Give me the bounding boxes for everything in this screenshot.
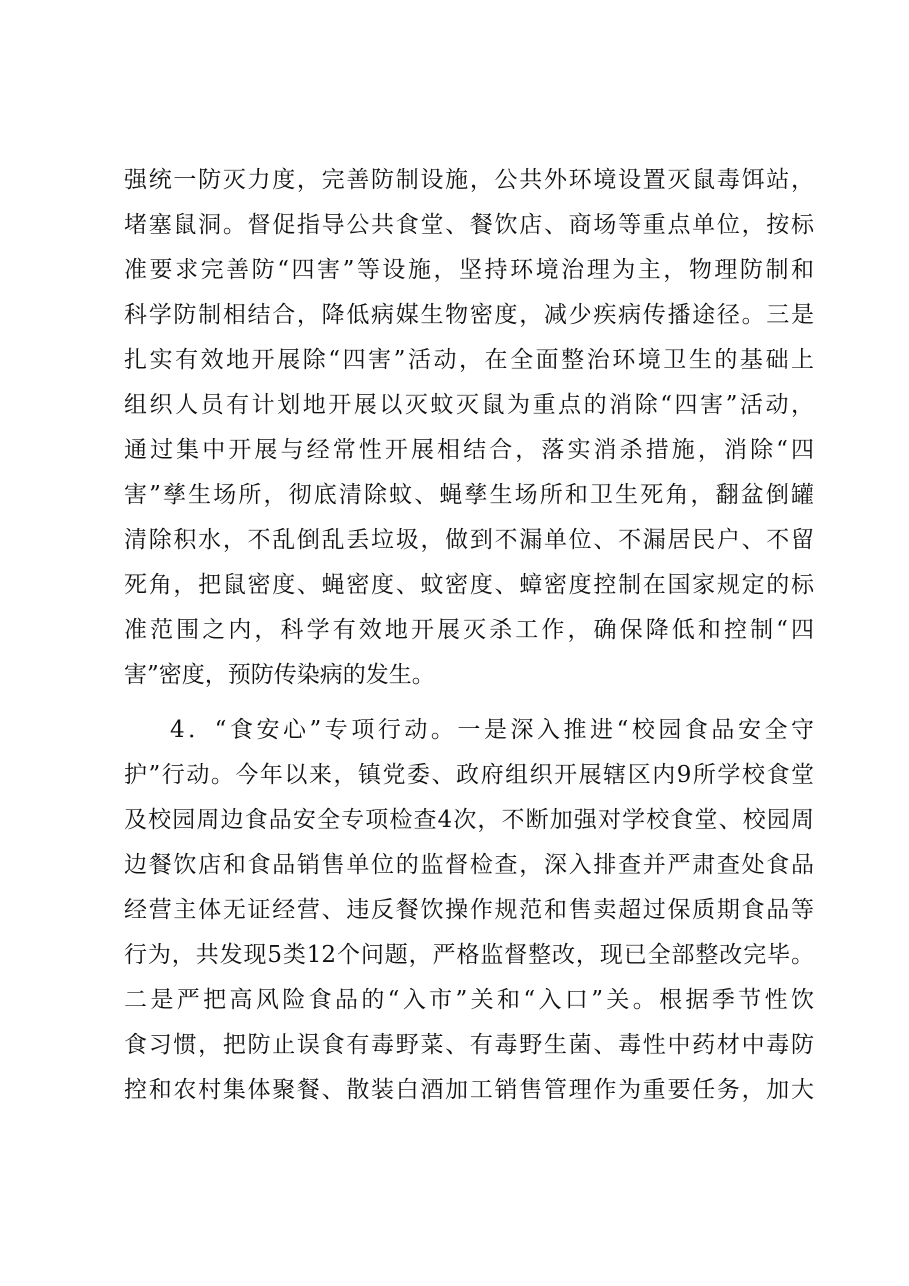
text-line: 护”行动。今年以来，镇党委、政府组织开展辖区内9所学校食堂	[124, 762, 814, 788]
text-line: 强统一防灭力度，完善防制设施，公共外环境设置灭鼠毒饵站，	[124, 167, 814, 193]
text-line: 扎实有效地开展除“四害”活动，在全面整治环境卫生的基础上	[124, 347, 814, 373]
paragraph-last-line: 害”密度，预防传染病的发生。	[124, 662, 435, 688]
text-line: 控和农村集体聚餐、散装白酒加工销售管理作为重要任务，加大	[124, 1077, 814, 1103]
text-line: 组织人员有计划地开展以灭蚊灭鼠为重点的消除“四害”活动，	[124, 392, 814, 418]
text-line: 害”孳生场所，彻底清除蚊、蝇孳生场所和卫生死角，翻盆倒罐	[124, 482, 814, 508]
text-line: 边餐饮店和食品销售单位的监督检查，深入排查并严肃查处食品	[124, 852, 814, 878]
text-line: 食习惯，把防止误食有毒野菜、有毒野生菌、毒性中药材中毒防	[124, 1032, 814, 1058]
text-line: 准要求完善防“四害”等设施，坚持环境治理为主，物理防制和	[124, 257, 814, 283]
text-line: 二是严把高风险食品的“入市”关和“入口”关。根据季节性饮	[124, 987, 814, 1013]
text-line: 经营主体无证经营、违反餐饮操作规范和售卖超过保质期食品等	[124, 897, 814, 923]
section-heading-line: 4．“食安心”专项行动。一是深入推进“校园食品安全守	[170, 717, 814, 743]
text-line: 通过集中开展与经常性开展相结合，落实消杀措施，消除“四	[124, 437, 814, 463]
text-line: 及校园周边食品安全专项检查4次，不断加强对学校食堂、校园周	[124, 807, 814, 833]
text-line: 死角，把鼠密度、蝇密度、蚊密度、蟑密度控制在国家规定的标	[124, 572, 814, 598]
text-line: 行为，共发现5类12个问题，严格监督整改，现已全部整改完毕。	[124, 942, 814, 968]
text-line: 堵塞鼠洞。督促指导公共食堂、餐饮店、商场等重点单位，按标	[124, 212, 814, 238]
text-line: 科学防制相结合，降低病媒生物密度，减少疾病传播途径。三是	[124, 302, 814, 328]
text-line: 清除积水，不乱倒乱丢垃圾，做到不漏单位、不漏居民户、不留	[124, 527, 814, 553]
text-line: 准范围之内，科学有效地开展灭杀工作，确保降低和控制“四	[124, 617, 814, 643]
